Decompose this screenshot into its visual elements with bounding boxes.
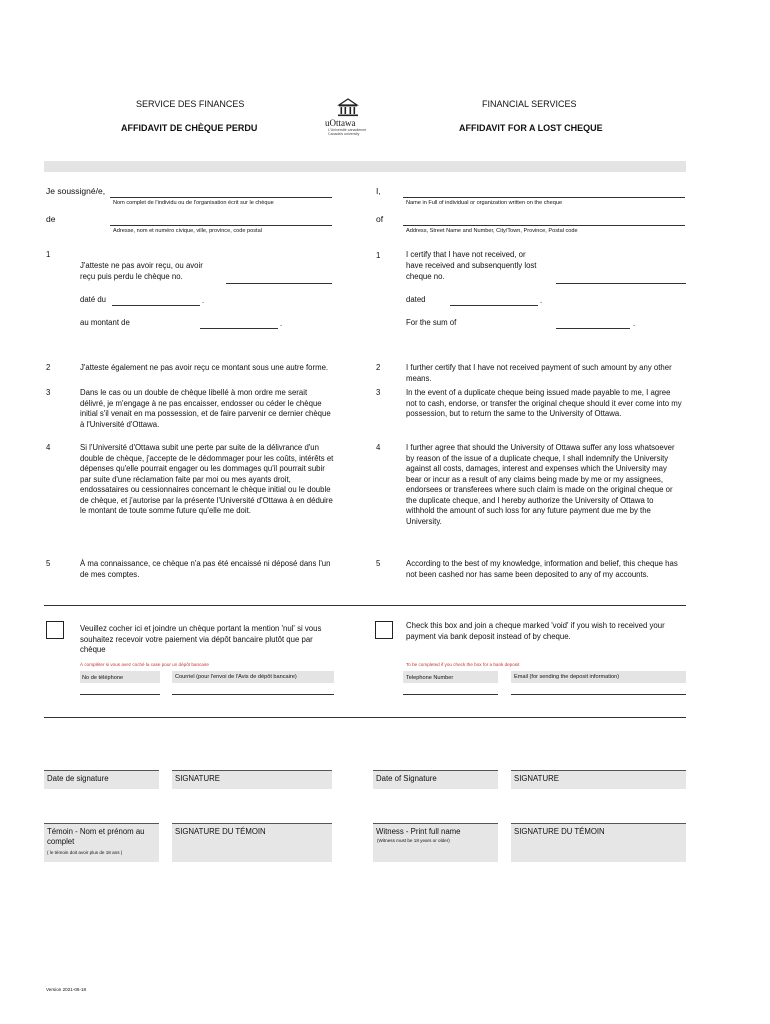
fr-dated-label: daté du [80,295,107,304]
building-icon [322,98,374,118]
fr-email-label: Courriel (pour l'envoi de l'Avis de dépôt bancaire) [175,674,297,680]
fr-clause-4-text: Si l'Université d'Ottawa subit une perte par suite de la délivrance d'un double de chèque, j'accepte de le dédommager pour les coûts, intérêts et dépenses qu'elle pourrait engager ou les dommages qu'il pourrait subir par suite d'une réclamation faite par moi ou mes ayants droit, endossataires ou cessionnaires concernant le chèque initial ou le double de chèque, et j'autorise par la présente l'Université d'Ottawa à en déduire le montant de toute somme future qu'elle me doit. [80,443,334,515]
logo-subtitle-en: Canada's university [328,132,360,137]
fr-amount-field[interactable] [200,328,278,329]
fr-clause-5-number: 5 [46,559,51,568]
en-clause-4-text: I further agree that should the University of Ottawa suffer any loss whatsoever by reason of the issue of a duplicate cheque, I shall indemnify the University against all costs, damages, interest and expenses which the University may bear or incur as a result of any claims being made by me or my assignees, endorsees or transferees where such claim is made on the original cheque or the duplicate cheque, and I hereby authorize the University of Ottawa to withhold the amount of such loss for any future payment due me by the University. [406,443,675,526]
en-date-field[interactable] [450,305,538,306]
en-address-label: of [376,214,384,224]
fr-clause-3-text: Dans le cas ou un double de chèque libellé à mon ordre me serait délivré, je m'engage à ne pas encaisser, endosser ou céder le chèque initial s'il venait en ma possession, et de faire parvenir ce dernier chèque à l'Université d'Ottawa. [80,388,331,429]
fr-address-field[interactable] [110,225,332,226]
en-signature-label: SIGNATURE [514,774,559,783]
fr-clause-1-line2: reçu puis perdu le chèque no. [80,272,183,281]
en-name-hint: Name in Full of individual or organization written on the cheque [406,200,563,206]
en-phone-label: Telephone Number [406,675,454,681]
en-deposit-note: To be completed if you check the box for a bank deposit [406,662,520,667]
fr-witness-name-label: Témoin - Nom et prénom au complet [47,827,145,846]
fr-amount-label: au montant de [80,318,130,327]
en-witness-name-label: Witness - Print full name [376,827,461,836]
fr-witness-signature-label: SIGNATURE DU TÉMOIN [175,827,266,836]
fr-department: SERVICE DES FINANCES [136,99,245,109]
fr-name-label: Je soussigné/e, [46,186,106,196]
en-witness-signature-label: SIGNATURE DU TÉMOIN [514,827,605,836]
fr-signature-date-label: Date de signature [47,774,109,783]
fr-email-field[interactable] [172,694,334,695]
logo-subtitle-fr: L'Université canadienne [328,128,367,132]
en-clause-1-line2: have received and subsenquently lost [406,261,537,270]
en-address-hint: Address, Street Name and Number, City/Town, Province, Postal code [406,228,578,234]
fr-clause-1-line1: J'atteste ne pas avoir reçu, ou avoir [80,261,203,270]
version-label: Version 2021-06-18 [46,987,87,992]
fr-clause-2-number: 2 [46,363,51,372]
en-clause-2-text: I further certify that I have not received payment of such amount by any other means. [406,363,672,383]
en-email-field[interactable] [511,694,686,695]
fr-phone-field[interactable] [80,694,160,695]
signature-section-divider [44,717,686,718]
fr-amount-dot: . [280,319,283,328]
en-dated-dot: . [540,296,543,305]
fr-address-label: de [46,214,56,224]
fr-address-hint: Adresse, nom et numéro civique, ville, province, code postal [113,228,262,234]
en-phone-field[interactable] [403,694,498,695]
en-signature-date-label: Date of Signature [376,774,437,783]
fr-clause-1-number: 1 [46,250,51,259]
deposit-section-divider [44,605,686,606]
fr-signature-date-field[interactable] [44,770,159,789]
en-department: FINANCIAL SERVICES [482,99,577,109]
fr-deposit-note: À compléter si vous avez coché la case pour un dépôt bancaire [80,662,209,667]
en-amount-field[interactable] [556,328,630,329]
en-bank-deposit-checkbox[interactable] [375,621,393,639]
fr-witness-age-note: ( le témoin doit avoir plus de 18 ans ) [47,850,123,855]
en-dated-label: dated [406,295,426,304]
fr-clause-4-number: 4 [46,443,51,452]
header-divider-bar [44,161,686,172]
fr-bank-deposit-text: Veuillez cocher ici et joindre un chèque portant la mention 'nul' si vous souhaitez recevoir votre paiement via dépôt bancaire plutôt que par chèque [80,624,322,654]
fr-phone-label: No de téléphone [82,675,124,681]
fr-date-field[interactable] [112,305,200,306]
fr-signature-field[interactable] [172,770,332,789]
en-clause-1-number: 1 [376,251,381,260]
en-clause-4-number: 4 [376,443,381,452]
logo-wordmark: uOttawa [325,118,356,128]
en-witness-age-note: (Witness must be 18 years or older) [377,838,450,843]
en-amount-label: For the sum of [406,318,457,327]
university-logo [322,98,374,144]
en-clause-5-number: 5 [376,559,381,568]
fr-cheque-number-field[interactable] [226,283,332,284]
en-clause-1-line1: I certify that I have not received, or [406,250,526,259]
en-clause-5-text: According to the best of my knowledge, information and belief, this cheque has not been cashed nor has same been deposited to any of my accounts. [406,559,678,579]
en-clause-2-number: 2 [376,363,381,372]
fr-witness-name-field[interactable] [44,823,159,862]
en-clause-3-number: 3 [376,388,381,397]
en-form-title: AFFIDAVIT FOR A LOST CHEQUE [459,123,603,133]
fr-name-hint: Nom complet de l'individu ou de l'organisation écrit sur le chèque [113,200,274,206]
en-signature-field[interactable] [511,770,686,789]
fr-clause-3-number: 3 [46,388,51,397]
fr-witness-signature-field[interactable] [172,823,332,862]
fr-dated-dot: . [202,296,205,305]
fr-clause-5-text: À ma connaissance, ce chèque n'a pas été encaissé ni déposé dans l'un de mes comptes. [80,559,331,579]
fr-name-field[interactable] [110,197,332,198]
fr-form-title: AFFIDAVIT DE CHÈQUE PERDU [121,123,258,133]
en-address-field[interactable] [403,225,685,226]
en-amount-dot: . [633,319,636,328]
en-cheque-number-field[interactable] [556,283,686,284]
en-bank-deposit-text: Check this box and join a cheque marked 'void' if you wish to received your payment via bank deposit instead of by cheque. [406,621,665,641]
en-clause-1-line3: cheque no. [406,272,445,281]
fr-bank-deposit-checkbox[interactable] [46,621,64,639]
en-signature-date-field[interactable] [373,770,498,789]
en-email-label: Email (for sending the deposit information) [514,674,620,680]
fr-signature-label: SIGNATURE [175,774,220,783]
fr-clause-2-text: J'atteste également ne pas avoir reçu ce montant sous une autre forme. [80,363,329,372]
en-witness-signature-field[interactable] [511,823,686,862]
en-name-label: I, [376,186,381,196]
en-clause-3-text: In the event of a duplicate cheque being issued made payable to me, I agree not to cash, endorse, or transfer the original cheque should it ever come into my possession, but to return the same to the University of Ottawa. [406,388,682,418]
en-name-field[interactable] [403,197,685,198]
